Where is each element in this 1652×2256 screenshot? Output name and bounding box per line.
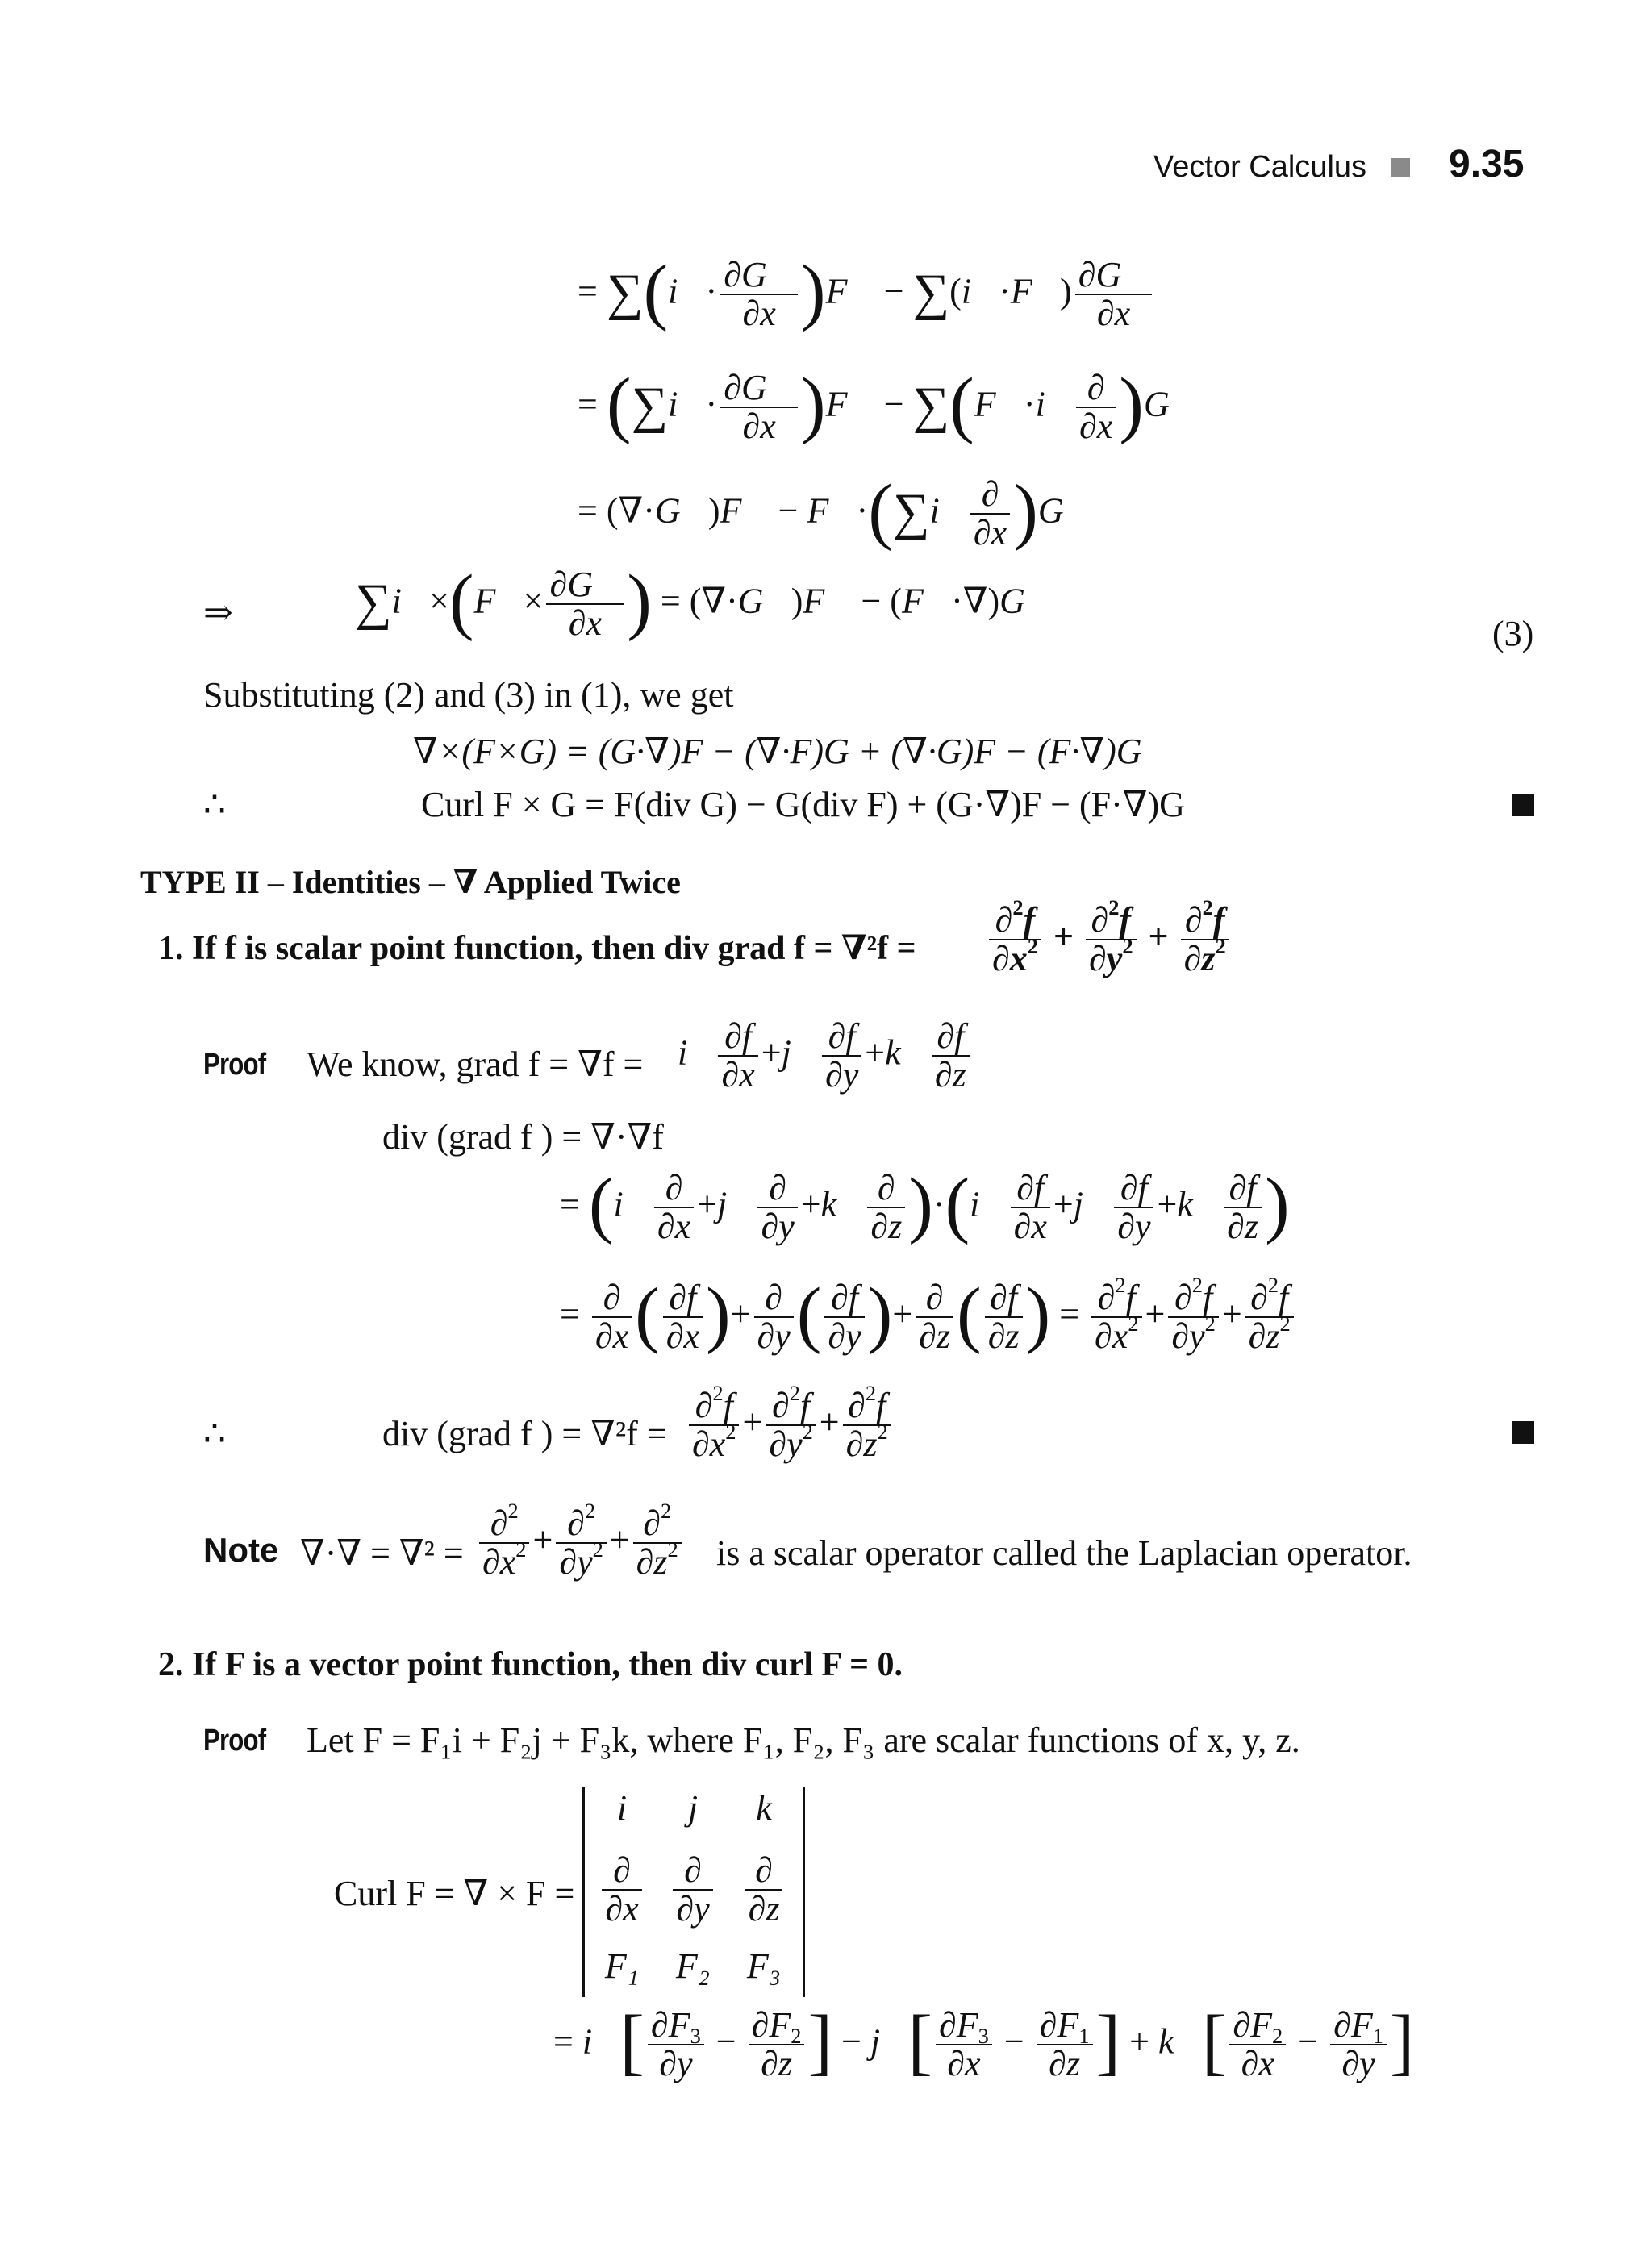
- theorem-1-statement: 1. If f is scalar point function, then div grad f = ∇²f =: [158, 930, 916, 967]
- note-operator: $\frac{\partial^2}{\partial x^2}$ + $\frac{\partial^2}{\partial y^2}$ + $\frac{\partial^2}{\partial z^2}$: [476, 1505, 685, 1581]
- det-cell-F2: F₂: [675, 1946, 711, 1986]
- grad-expansion: i⃗ $\frac{\partial f}{\partial x}$ +j⃗ $\frac{\partial f}{\partial y}$ +k⃗ $\frac{\partial f}{\partial z}$: [678, 1018, 973, 1094]
- det-cell-d-dz: $\frac{\partial}{\partial z}$: [732, 1852, 796, 1928]
- section-heading: TYPE II – Identities – ∇ Applied Twice: [140, 864, 681, 900]
- page-number: 9.35: [1449, 143, 1525, 186]
- substituting-text: Substituting (2) and (3) in (1), we get: [203, 675, 734, 715]
- note-text: is a scalar operator called the Laplacian operator.: [716, 1533, 1412, 1573]
- proof-1-intro: We know, grad f = ∇f =: [307, 1045, 644, 1084]
- det-cell-d-dy: $\frac{\partial}{\partial y}$: [661, 1852, 725, 1928]
- note-lhs: ∇·∇ = ∇² =: [300, 1533, 464, 1573]
- curl-expansion: = i⃗[ $\frac{\partial F_3}{\partial y}$ − $\frac{\partial F_2}{\partial z}$ ] − j⃗[ $\frac{\partial F_3}{\partial x}$ − $\frac{\partial F_1}{\partial z}$ ] + k⃗[ $\frac{\partial F_2}{\partial x}$ − $\frac{\partial F_1}{\partial y}$ ]: [553, 2000, 1415, 2084]
- div-grad-result: div (grad f ) = ∇²f =: [382, 1414, 667, 1453]
- note-label: Note: [203, 1531, 279, 1569]
- div-grad-result-expression: $\frac{\partial^2f}{\partial x^2}$ + $\frac{\partial^2f}{\partial y^2}$ + $\frac{\partial^2f}{\partial z^2}$: [686, 1387, 895, 1463]
- curl-definition: Curl F = ∇ × F =: [334, 1874, 575, 1913]
- end-of-proof-icon-2: [1512, 1421, 1534, 1444]
- div-grad-expansion-2: = $\frac{\partial}{\partial x}$ ( $\frac{\partial f}{\partial x}$ )+ $\frac{\partial}{\partial y}$ ( $\frac{\partial f}{\partial y}$ )+ $\frac{\partial}{\partial z}$ ( $\frac{\partial f}{\partial z}$ ) = $\frac{\partial^2f}{\partial x^2}$ + $\frac{\partial^2f}{\partial y^2}$ + $\frac{\partial^2f}{\partial z^2}$: [560, 1279, 1297, 1355]
- header-square-icon: [1391, 158, 1410, 177]
- proof-2-label: Proof: [203, 1724, 266, 1758]
- theorem-2-statement: 2. If F is a vector point function, then div curl F = 0.: [158, 1646, 903, 1683]
- nabla-expansion: ∇×(F×G) = (G·∇)F − (∇·F)G + (∇·G)F − (F·∇)G: [413, 732, 1142, 771]
- end-of-proof-icon: [1512, 794, 1534, 816]
- derivation-line-4: ∑i⃗×(F⃗× $\frac{\partial G⃗}{\partial x}$ ) = (∇·G⃗)F⃗ − (F⃗·∇)G⃗: [355, 559, 1053, 644]
- curl-result: Curl F × G = F(div G) − G(div F) + (G·∇)F − (F·∇)G: [421, 785, 1185, 824]
- proof-1-label: Proof: [203, 1048, 266, 1082]
- derivation-line-2: = (∑i⃗· $\frac{\partial G⃗}{\partial x}$ )F⃗ − ∑(F⃗·i⃗ $\frac{\partial}{\partial x}$ )G⃗: [578, 362, 1197, 447]
- running-title: Vector Calculus: [1153, 150, 1367, 184]
- laplacian-expression: $\frac{\partial^2f}{\partial x^2}$ + $\frac{\partial^2f}{\partial y^2}$ + $\frac{\partial^2f}{\partial z^2}$: [986, 902, 1233, 978]
- therefore-symbol-1: ∴: [203, 785, 226, 824]
- det-cell-i: i: [616, 1788, 628, 1828]
- det-cell-d-dx: $\frac{\partial}{\partial x}$: [590, 1852, 654, 1928]
- det-cell-j: j: [687, 1788, 699, 1828]
- det-cell-F3: F₃: [746, 1946, 782, 1986]
- proof-2-intro: Let F = F₁i + F₂j + F₃k, where F₁, F₂, F₃ are scalar functions of x, y, z.: [307, 1720, 1300, 1760]
- det-cell-F1: F₁: [604, 1946, 640, 1986]
- div-grad-expansion-1: = (i⃗ $\frac{\partial}{\partial x}$ +j⃗ $\frac{\partial}{\partial y}$ +k⃗ $\frac{\partial}{\partial z}$ )·(i⃗ $\frac{\partial f}{\partial x}$ +j⃗ $\frac{\partial f}{\partial y}$ +k⃗ $\frac{\partial f}{\partial z}$ ): [560, 1162, 1290, 1247]
- equation-number-3: (3): [1492, 614, 1534, 653]
- therefore-symbol-2: ∴: [203, 1414, 226, 1453]
- div-grad-line: div (grad f ) = ∇·∇f: [382, 1117, 664, 1157]
- derivation-line-3: = (∇·G⃗)F⃗ − F⃗·(∑i⃗ $\frac{\partial}{\partial x}$ )G⃗: [578, 469, 1091, 553]
- det-cell-k: k: [756, 1788, 772, 1828]
- implies-symbol: ⇒: [203, 593, 233, 632]
- curl-determinant: [582, 1787, 805, 1997]
- derivation-line-1: = ∑(i⃗· $\frac{\partial G⃗}{\partial x}$ )F⃗ − ∑(i⃗·F⃗) $\frac{\partial G⃗}{\partial x}$: [578, 256, 1155, 332]
